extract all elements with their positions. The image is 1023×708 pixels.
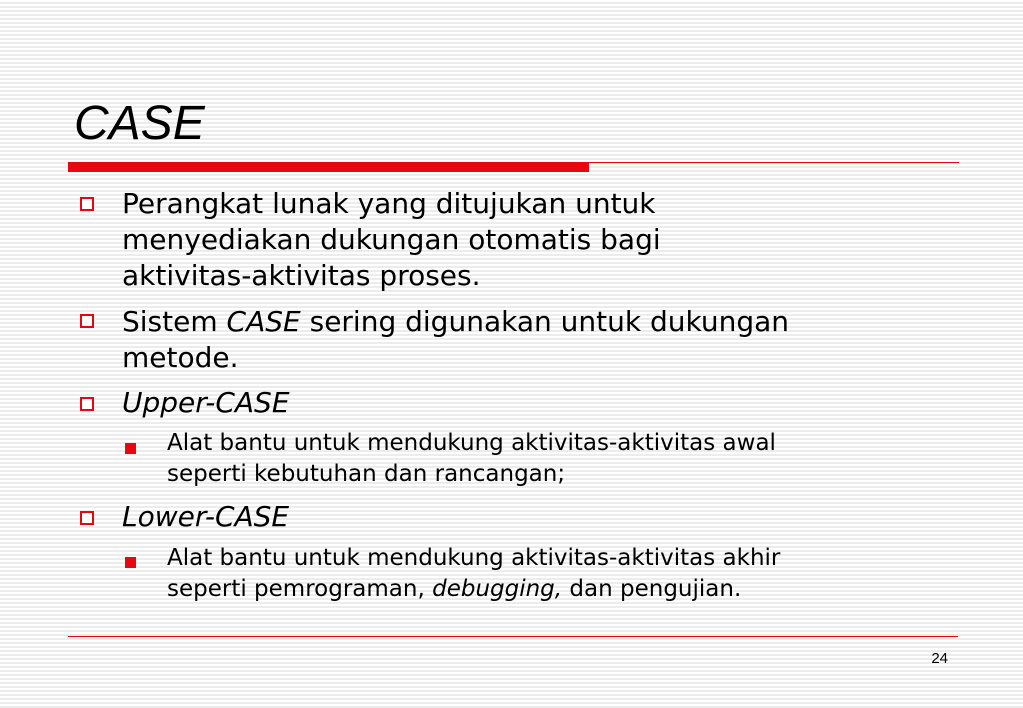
sub-bullet-2-line-1: Alat bantu untuk mendukung aktivitas-aktivitas akhir [167,545,781,571]
hollow-square-bullet-icon [80,397,94,411]
bullet-4-label-text: Lower-CASE [122,500,290,533]
bullet-1-line-3: aktivitas-aktivitas proses. [122,259,481,292]
sub-bullet-1-line-1: Alat bantu untuk mendukung aktivitas-aktivitas awal [167,430,776,456]
sub-bullet-2-text-emphasis: debugging, [432,576,563,602]
bullet-2-line-2: metode. [122,341,239,374]
bullet-2-text-emphasis: CASE [226,305,301,338]
bullet-2-text-a: Sistem [122,305,227,338]
bullet-3-label [122,385,290,421]
title-underline-thin [589,162,959,163]
filled-square-bullet-icon [125,443,136,454]
bullet-1-line-1: Perangkat lunak yang ditujukan untuk [122,187,656,220]
sub-bullet-2-text-c: dan pengujian. [562,576,742,602]
bullet-2-line-1 [122,304,789,340]
slide-title: CASE [74,97,205,150]
hollow-square-bullet-icon [80,314,94,328]
sub-bullet-1-line-2: seperti kebutuhan dan rancangan; [167,461,566,487]
bullet-4-label [122,499,289,535]
bullet-3-label-text: Upper-CASE [122,386,290,419]
hollow-square-bullet-icon [80,197,94,211]
filled-square-bullet-icon [125,557,136,568]
hollow-square-bullet-icon [80,511,94,525]
title-underline-thick [68,162,589,172]
bullet-1-line-2: menyediakan dukungan otomatis bagi [122,223,661,256]
sub-bullet-2-line-2 [167,574,741,605]
footer-rule [68,636,958,637]
page-number: 24 [931,650,948,667]
bullet-2-text-c: sering digunakan untuk dukungan [300,305,790,338]
sub-bullet-2-text-a: seperti pemrograman, [167,576,433,602]
